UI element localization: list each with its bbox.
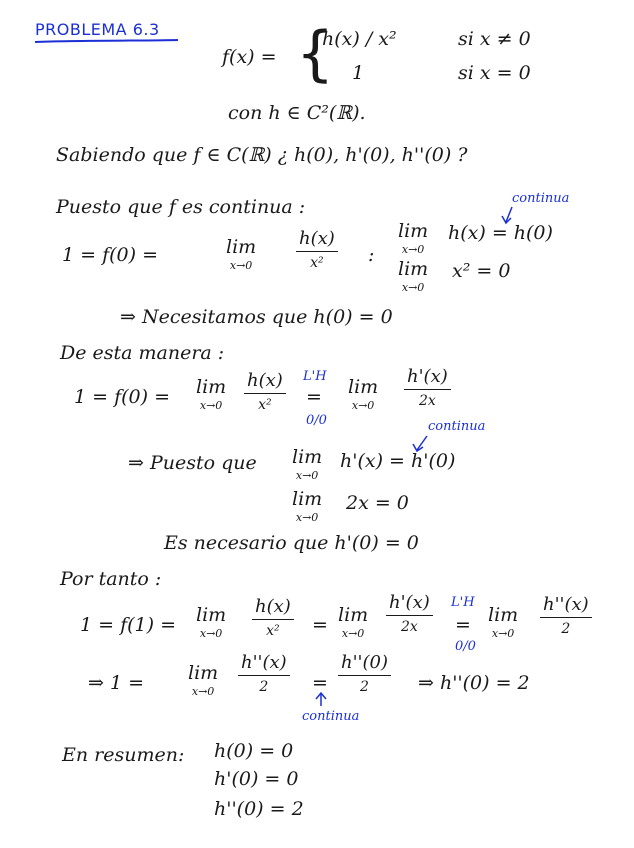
definition-lhs: f(x) = [222, 46, 277, 68]
part1-side-limit1: lim x→0 [398, 220, 429, 256]
part2-equals: = [306, 386, 322, 408]
part3-indeterminate: 0/0 [455, 639, 476, 654]
part2-lhopital-label: L'H [303, 369, 327, 384]
part3-line2-result: ⇒ h''(0) = 2 [418, 672, 530, 694]
definition-condition: con h ∈ C²(ℝ). [228, 102, 366, 124]
part3-line2-fraction1: h''(x) 2 [238, 654, 290, 694]
part2-limit2: lim x→0 [348, 376, 379, 412]
part2-eq-left: 1 = f(0) = [74, 386, 170, 408]
part1-colon: : [368, 244, 375, 266]
part3-eq-left: 1 = f(1) = [80, 614, 176, 636]
part2-limit1: lim x→0 [196, 376, 227, 412]
arrow-continua-1 [506, 207, 512, 222]
part3-line2-fraction2: h''(0) 2 [338, 654, 391, 694]
part1-side-limit2: lim x→0 [398, 258, 429, 294]
part3-line2-prefix: ⇒ 1 = [88, 672, 145, 694]
part3-lhopital-label: L'H [451, 595, 475, 610]
part3-equals2: = [455, 614, 471, 636]
problem-title: PROBLEMA 6.3 [35, 20, 160, 39]
part2-line3-limit: lim x→0 [292, 488, 323, 524]
summary-item-h1: h'(0) = 0 [214, 768, 299, 790]
part3-line2-limit: lim x→0 [188, 662, 219, 698]
part3-limit2: lim x→0 [338, 604, 369, 640]
summary-item-h2: h''(0) = 2 [214, 798, 304, 820]
definition-brace: { [296, 19, 335, 89]
part1-limit: lim x→0 [226, 236, 257, 272]
part1-eq-left: 1 = f(0) = [62, 244, 158, 266]
question-text: Sabiendo que f ∈ C(ℝ) ¿ h(0), h'(0), h''(0) ? [56, 144, 468, 166]
part3-line2-equals: = [312, 672, 328, 694]
part1-conclusion: ⇒ Necesitamos que h(0) = 0 [120, 306, 393, 328]
part1-side-limit2-expr: x² = 0 [452, 260, 511, 282]
summary-item-h0: h(0) = 0 [214, 740, 294, 762]
part1-continua-note: continua [512, 191, 570, 206]
title-underline [35, 40, 178, 42]
part2-continua-note: continua [428, 419, 486, 434]
part2-conclusion: Es necesario que h'(0) = 0 [164, 532, 419, 554]
part3-equals1: = [312, 614, 328, 636]
part2-fraction1: h(x) x² [244, 372, 286, 412]
part1-side-limit1-expr: h(x) = h(0) [448, 222, 553, 244]
arrow-continua-2 [417, 436, 427, 450]
part2-fraction2: h'(x) 2x [404, 368, 451, 408]
part3-limit1: lim x→0 [196, 604, 227, 640]
part3-intro: Por tanto : [60, 568, 162, 590]
part1-intro: Puesto que f es continua : [56, 196, 306, 218]
part2-line2-limit: lim x→0 [292, 446, 323, 482]
part2-line3-expr: 2x = 0 [346, 492, 409, 514]
part1-fraction: h(x) x² [296, 230, 338, 270]
definition-case2-expr: 1 [352, 62, 365, 84]
part2-line2-expr: h'(x) = h'(0) [340, 450, 456, 472]
summary-label: En resumen: [62, 744, 185, 766]
part2-indeterminate: 0/0 [306, 413, 327, 428]
part3-continua-note: continua [302, 709, 360, 724]
part3-limit3: lim x→0 [488, 604, 519, 640]
part3-fraction2: h'(x) 2x [386, 594, 433, 634]
part3-fraction3: h''(x) 2 [540, 596, 592, 636]
definition-case1-cond: si x ≠ 0 [458, 28, 531, 50]
part3-fraction1: h(x) x² [252, 598, 294, 638]
part2-intro: De esta manera : [60, 342, 225, 364]
definition-case2-cond: si x = 0 [458, 62, 531, 84]
part2-line2-prefix: ⇒ Puesto que [128, 452, 257, 474]
definition-case1-expr: h(x) / x² [322, 28, 397, 50]
